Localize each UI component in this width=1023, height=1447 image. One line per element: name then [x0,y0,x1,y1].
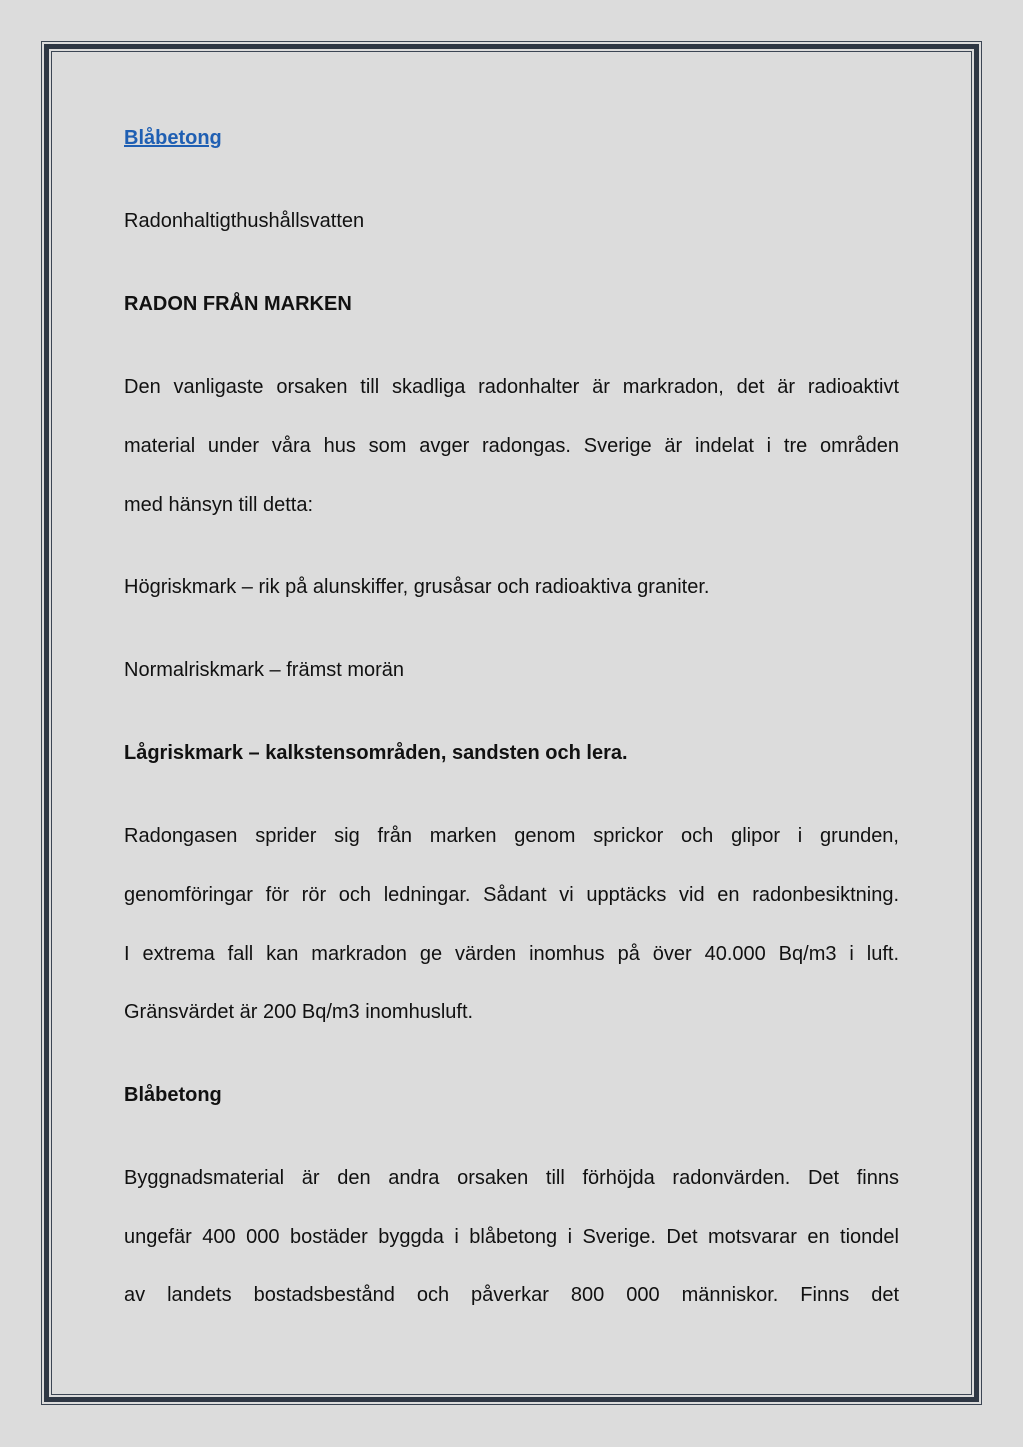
paragraph3-line: av landets bostadsbestånd och påverkar 800 000 människor. Finns det [124,1284,899,1306]
paragraph1-line: Den vanligaste orsaken till skadliga radonhalter är markradon, det är radioaktivt [124,376,899,398]
paragraph3-line: Byggnadsmaterial är den andra orsaken till förhöjda radonvärden. Det finns [124,1167,899,1189]
paragraph2-line: Radongasen sprider sig från marken genom sprickor och glipor i grunden, [124,825,899,847]
risk-normal-text: Normalriskmark – främst morän [124,659,405,681]
paragraph1-line: material under våra hus som avger radongas. Sverige är indelat i tre områden [124,435,899,457]
paragraph1-line: med hänsyn till detta: [124,494,313,516]
risk-low-text: Lågriskmark – kalkstensområden, sandsten och lera. [124,742,628,764]
paragraph2-line: genomföringar för rör och ledningar. Sådant vi upptäcks vid en radonbesiktning. [124,884,899,906]
blabetong-heading: Blåbetong [124,1084,222,1106]
paragraph3-line: ungefär 400 000 bostäder byggda i blåbetong i Sverige. Det motsvarar en tiondel [124,1226,899,1248]
blabetong-link[interactable]: Blåbetong [124,127,222,149]
page-border-inner [51,51,972,1395]
paragraph2-line: I extrema fall kan markradon ge värden inomhus på över 40.000 Bq/m3 i luft. [124,943,899,965]
subtitle: Radonhaltigthushållsvatten [124,210,365,232]
risk-high-text: Högriskmark – rik på alunskiffer, grusåsar och radioaktiva graniter. [124,576,710,598]
paragraph2-line: Gränsvärdet är 200 Bq/m3 inomhusluft. [124,1001,474,1023]
section-heading: RADON FRÅN MARKEN [124,293,352,315]
